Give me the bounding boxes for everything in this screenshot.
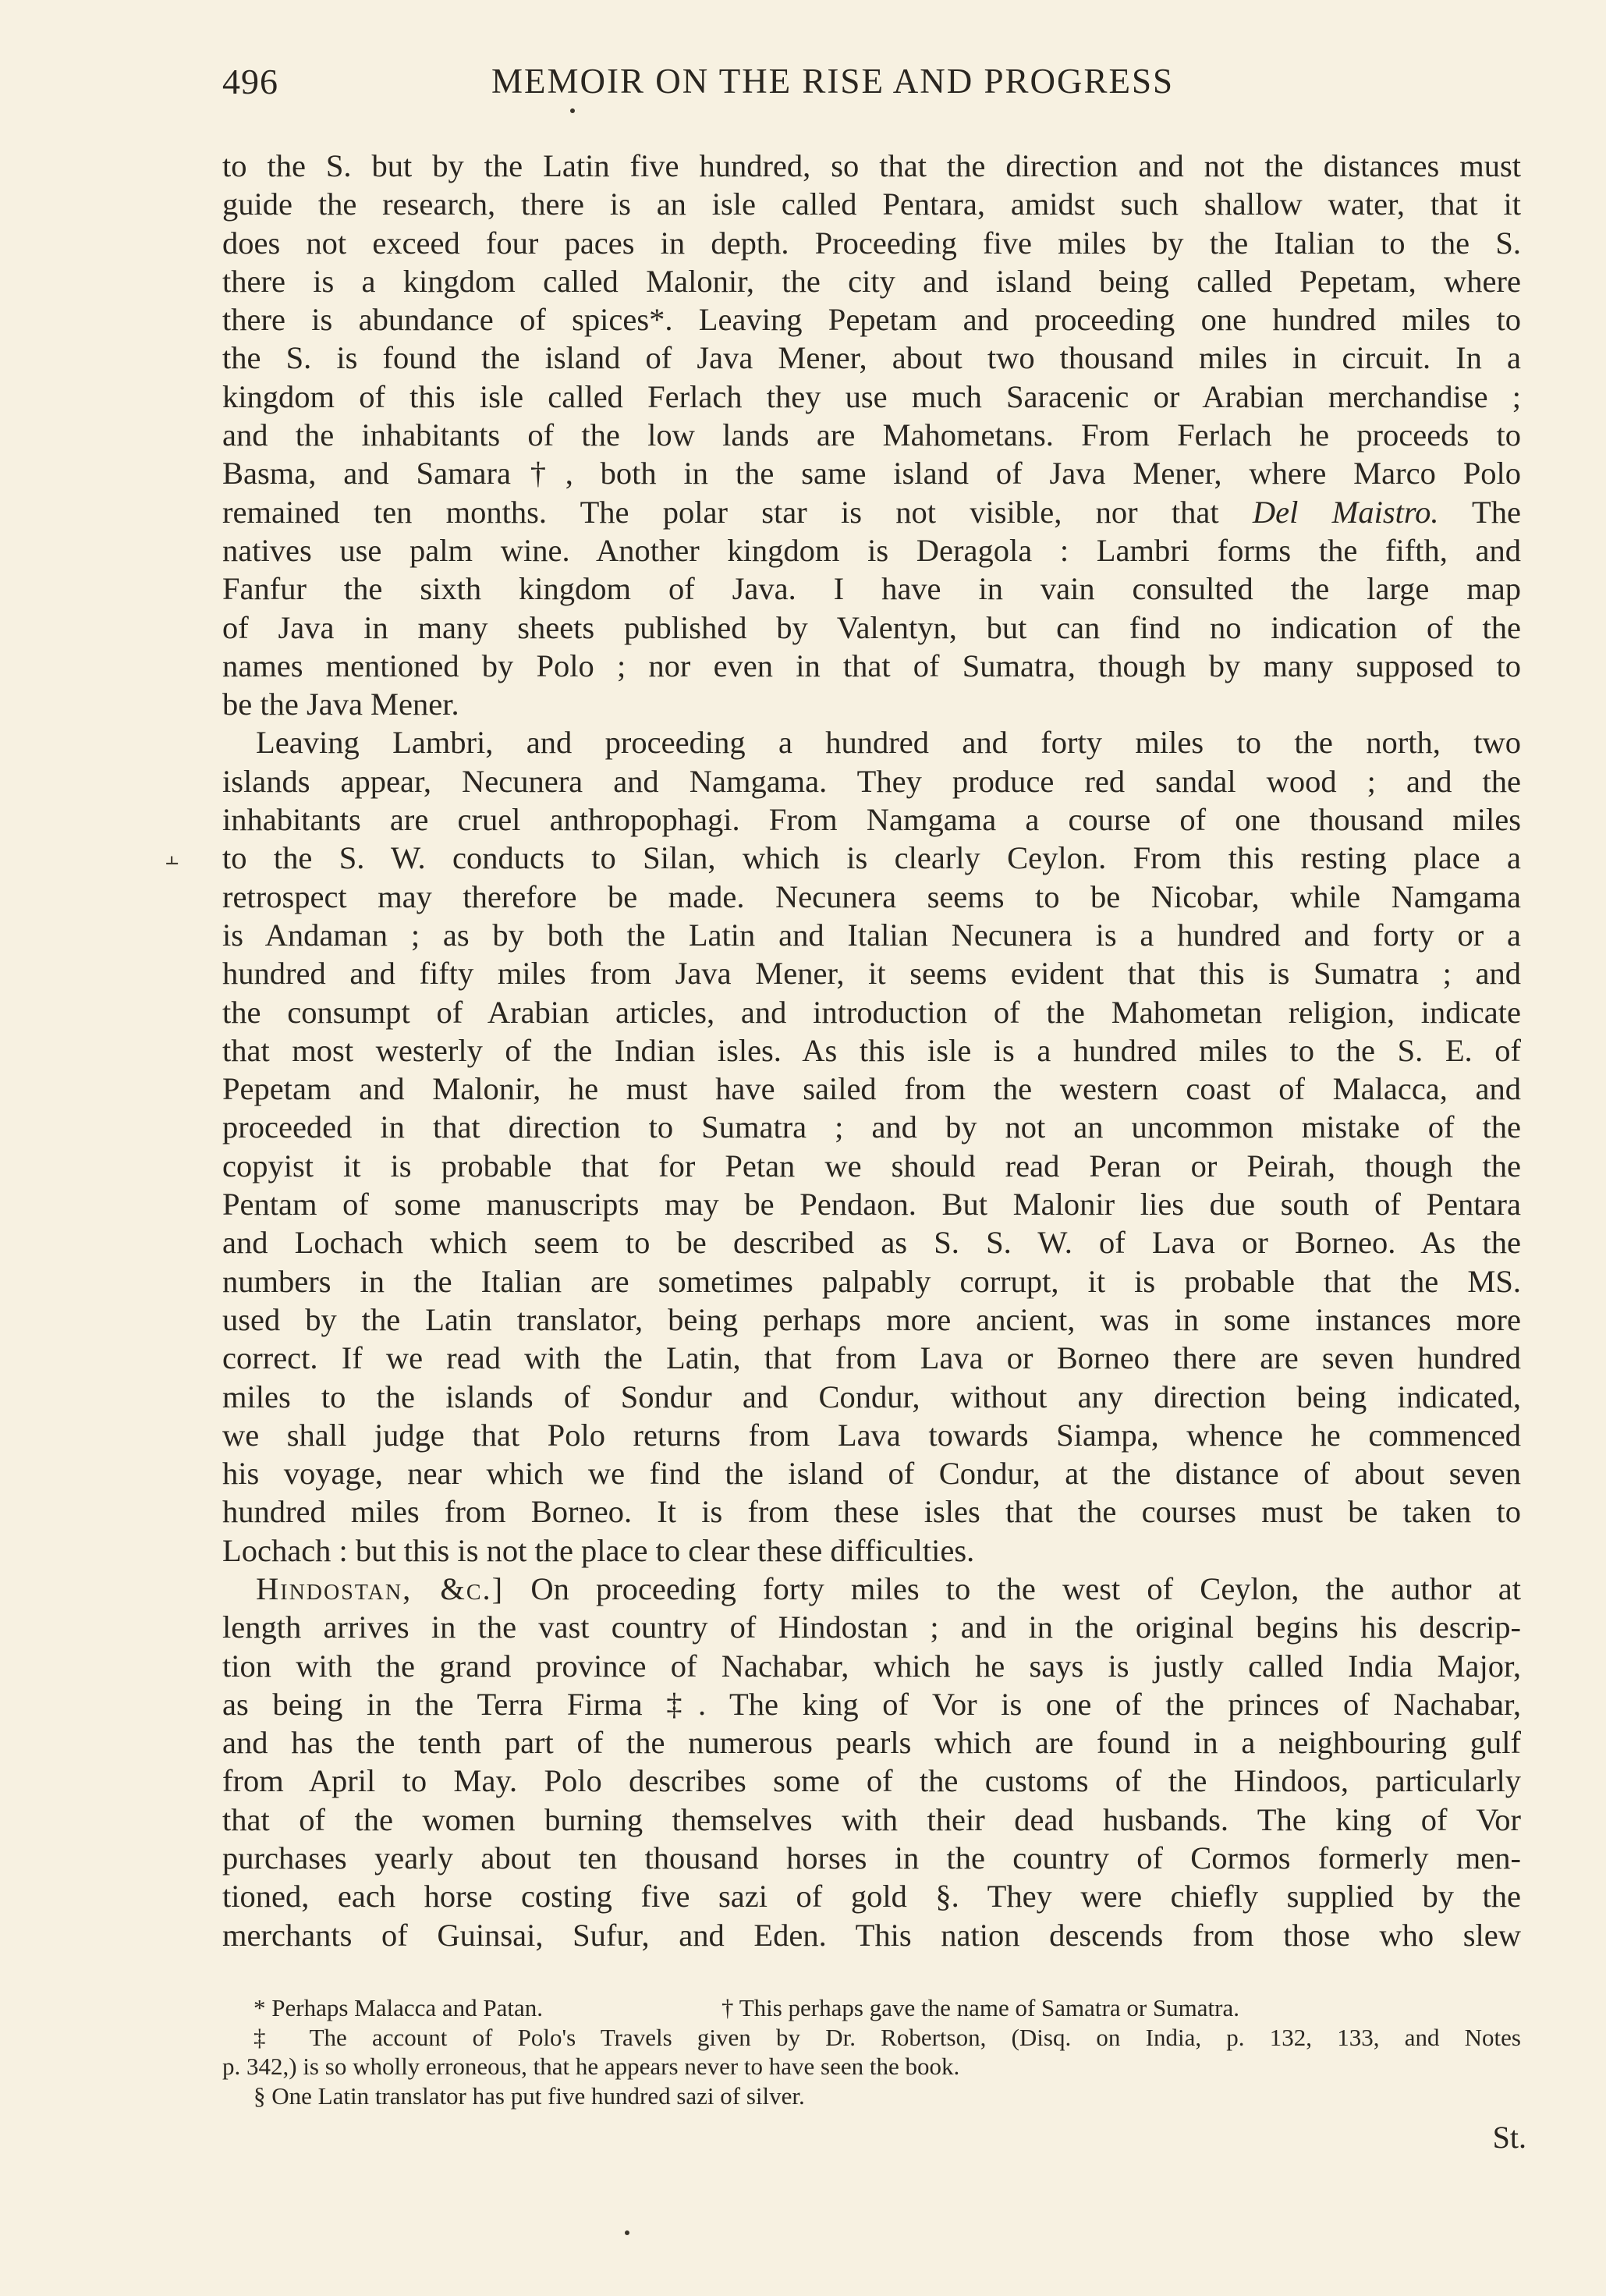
line-text: does not exceed four paces in depth. Proceeding five miles by the Italian to the S. [222,225,1521,261]
text-line [222,378,1521,416]
text-line [222,723,1521,761]
line-text: proceeded in that direction to Sumatra ; and by not an uncommon mistake of the [222,1109,1521,1145]
running-head [222,61,1521,108]
line-text: copyist it is probable that for Petan we should read Peran or Peirah, though the [222,1148,1521,1183]
text-line [222,1185,1521,1223]
line-text: Lochach : but this is not the place to clear these difficulties. [222,1532,975,1568]
footnote-asterisk: * Perhaps Malacca and Patan. [253,1994,544,2021]
margin-mark: ⫠ [165,846,179,870]
line-text: correct. If we read with the Latin, that from Lava or Borneo there are seven hundred [222,1340,1521,1376]
text-line [222,1608,1521,1646]
text-line [222,1839,1521,1877]
line-text: natives use palm wine. Another kingdom is Deragola : Lambri forms the fifth, and [222,532,1521,568]
text-line [222,878,1521,916]
text-line [222,416,1521,454]
text-line [222,262,1521,300]
body-text [222,147,1521,1954]
text-line [222,1801,1521,1839]
text-line [222,1762,1521,1800]
line-text: to the S. W. conducts to Silan, which is clearly Ceylon. From this resting place a [222,840,1521,876]
line-text: miles to the islands of Sondur and Condur, without any direction being indicated, [222,1379,1521,1414]
text-line [222,1147,1521,1185]
running-title: MEMOIR ON THE RISE AND PROGRESS [491,62,1175,101]
text-line [222,839,1521,877]
line-text: Fanfur the sixth kingdom of Java. I have in vain consulted the large map [222,571,1521,607]
text-line [222,916,1521,954]
text-line [222,762,1521,800]
text-line [222,493,1521,531]
line-text: Leaving Lambri, and proceeding a hundred and forty miles to the north, two [256,725,1521,761]
line-text: numbers in the Italian are sometimes palpably corrupt, it is probable that the MS. [222,1263,1521,1299]
line-text: be the Java Mener. [222,687,459,722]
text-line [222,1378,1521,1416]
line-text: remained ten months. The polar star is not visible, nor that Del Maistro. The [222,494,1522,530]
text-line [222,454,1521,492]
ink-speck [570,108,575,113]
page-number: 496 [222,62,278,101]
line-text: that of the women burning themselves with their dead husbands. The king of Vor [222,1801,1521,1837]
line-text: and has the tenth part of the numerous pearls which are found in a neighbouring gulf [222,1725,1521,1761]
line-text: Pentam of some manuscripts may be Pendaon. But Malonir lies due south of Pentara [222,1187,1521,1223]
line-text: there is abundance of spices*. Leaving Pepetam and proceeding one hundred miles to [222,302,1521,338]
text-line [222,1685,1521,1723]
line-text: the S. is found the island of Java Mener, about two thousand miles in circuit. In a [222,340,1521,376]
ink-speck [625,2230,629,2235]
line-text: inhabitants are cruel anthropophagi. From Namgama a course of one thousand miles [222,802,1521,838]
line-text: merchants of Guinsai, Sufur, and Eden. This nation descends from those who slew [222,1917,1521,1953]
line-text: that most westerly of the Indian isles. As this isle is a hundred miles to the S. E. of [222,1032,1521,1068]
text-line [222,685,1521,723]
text-line [222,570,1521,608]
line-text: the consumpt of Arabian articles, and introduction of the Mahometan religion, indicate [222,994,1521,1030]
text-line [222,1531,1521,1570]
text-line [222,1492,1521,1531]
line-text: islands appear, Necunera and Namgama. They produce red sandal wood ; and the [222,763,1521,799]
line-text: kingdom of this isle called Ferlach they use much Saracenic or Arabian merchandise ; [222,378,1521,414]
line-text: guide the research, there is an isle called Pentara, amidst such shallow water, that it [222,186,1521,222]
text-line [222,185,1521,223]
text-line [222,224,1521,262]
text-line [222,1416,1521,1454]
text-line [222,1301,1521,1339]
text-line [222,609,1521,647]
text-line [222,1031,1521,1070]
text-line [222,147,1521,185]
line-text: to the S. but by the Latin five hundred, so that the direction and not the distances must [222,148,1521,183]
line-text: hundred and fifty miles from Java Mener, it seems evident that this is Sumatra ; and [222,956,1521,992]
text-line [222,993,1521,1031]
line-text: we shall judge that Polo returns from Lava towards Siampa, whence he commenced [222,1417,1521,1453]
text-line [222,1723,1521,1762]
line-text: and Lochach which seem to be described as S. S. W. of Lava or Borneo. As the [222,1225,1521,1261]
text-line [222,1070,1521,1108]
text-line [222,531,1521,570]
text-line [222,1570,1521,1608]
text-line [222,800,1521,839]
text-line [222,1454,1521,1492]
line-text: is Andaman ; as by both the Latin and Italian Necunera is a hundred and forty or a [222,917,1521,953]
text-line [222,647,1521,685]
line-text: from April to May. Polo describes some of the customs of the Hindoos, particularly [222,1763,1521,1799]
line-text: used by the Latin translator, being perhaps more ancient, was in some instances more [222,1301,1521,1337]
text-line [222,954,1521,992]
text-line [222,1223,1521,1262]
line-text: Pepetam and Malonir, he must have sailed from the western coast of Malacca, and [222,1071,1521,1107]
footnotes [222,1993,1521,2110]
text-line [222,339,1521,377]
text-line [222,1647,1521,1685]
line-text: hundred miles from Borneo. It is from these isles that the courses must be taken to [222,1494,1521,1530]
line-text: there is a kingdom called Malonir, the city and island being called Pepetam, where [222,263,1521,299]
text-line [222,1262,1521,1301]
text-line [222,300,1521,339]
text-line [222,1108,1521,1146]
line-text: of Java in many sheets published by Valentyn, but can find no indication of the [222,609,1521,645]
footnote-double-dagger-line-1: ‡ The account of Polo's Travels given by Dr. Robertson, (Disq. on India, p. 132, 133, and Notes [253,2023,1521,2051]
footnote-double-dagger-line-2: p. 342,) is so wholly erroneous, that he appears never to have seen the book. [222,2053,960,2080]
footnote-section: § One Latin translator has put five hundred sazi of silver. [253,2081,805,2110]
text-line [222,1916,1521,1954]
footnote-dagger: † This perhaps gave the name of Samatra or Sumatra. [721,1994,1240,2021]
line-text: tion with the grand province of Nachabar, which he says is justly called India Major, [222,1648,1521,1684]
line-text: names mentioned by Polo ; nor even in that of Sumatra, though by many supposed to [222,648,1521,683]
line-text: tioned, each horse costing five sazi of gold §. They were chiefly supplied by the [222,1879,1521,1915]
line-text: Basma, and Samara†, both in the same island of Java Mener, where Marco Polo [222,456,1521,491]
catchword: St. [1492,2120,1526,2155]
line-text: length arrives in the vast country of Hindostan ; and in the original begins his descrip- [222,1609,1521,1645]
line-text: his voyage, near which we find the island of Condur, at the distance of about seven [222,1456,1521,1492]
text-line [222,1339,1521,1377]
line-text: On proceeding forty miles to the west of Ceylon, the author at [530,1570,1522,1606]
text-line [222,1877,1521,1915]
footnote-line [222,1993,1521,2023]
line-text: purchases yearly about ten thousand horses in the country of Cormos formerly men- [222,1840,1521,1876]
line-text: retrospect may therefore be made. Necunera seems to be Nicobar, while Namgama [222,878,1521,914]
line-text: as being in the Terra Firma ‡. The king of Vor is one of the princes of Nachabar, [222,1686,1521,1722]
line-text: and the inhabitants of the low lands are Mahometans. From Ferlach he proceeds to [222,417,1521,453]
section-heading: Hindostan, &c.] [256,1570,505,1606]
